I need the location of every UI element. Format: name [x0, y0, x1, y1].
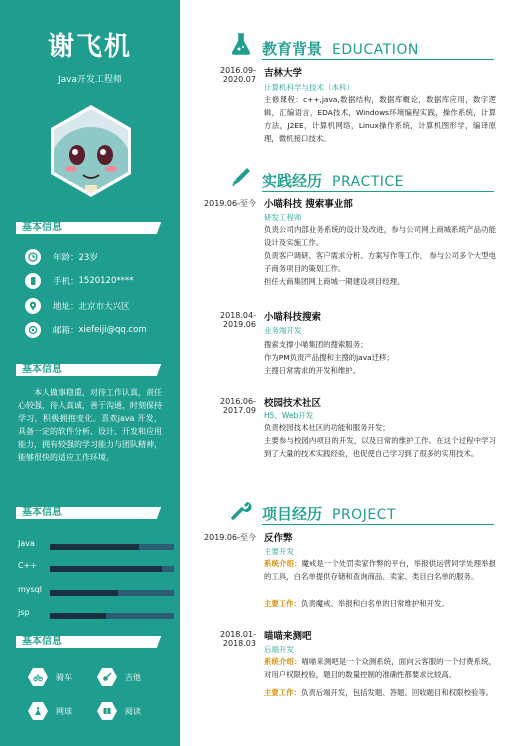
info-address [25, 298, 130, 314]
project-date: 2019.06-至今 [204, 533, 256, 542]
project-work [264, 686, 496, 699]
address-label: 地址： [53, 302, 79, 312]
flask-icon [230, 32, 252, 56]
project-intro [264, 655, 496, 681]
practice-desc [264, 223, 496, 288]
courses: 主修课程：c++,java,数据结构，数据库概论，数据库应用，数字逻辑，汇编语言，EDA技术，Windows环境编程实践，操作系统，计算方法，J2EE，计算机网络，Linux操作系统，计算机图形学，编译原理，微机接口技术。 [264, 95, 496, 143]
practice-title-en: PRACTICE [332, 174, 405, 190]
hobby-tennis [28, 702, 72, 720]
practice-line: 负责客户调研、客户需求分析、方案写作等工作， 参与公司多个大型电子商务项目的策划工作。 [264, 251, 496, 273]
skill-track [50, 613, 174, 619]
project-intro-text: 喵喵来测吧是一个众测系统，面向云客服的一个付费系统，对用户权限校验，题目的数量控制的准确性都要求比较高。 [264, 657, 496, 679]
skill-label: Java [18, 539, 35, 548]
practice-date: 2018.04-2019.06 [220, 311, 256, 329]
email-value: xiefeiji@qq.com [78, 325, 147, 335]
project-role: 后端开发 [264, 645, 294, 654]
project-intro-text: 魔戒是一个处罚卖家作弊的平台，举报供运营同学处理举报的工具，白名单提供存储和查询商品、卖家、类目白名单的服务。 [264, 559, 496, 581]
wrench-icon [230, 497, 252, 521]
skill-level-bar [50, 544, 139, 550]
project-work [264, 597, 496, 610]
age-label: 年龄： [53, 253, 79, 263]
main-content [180, 0, 527, 746]
education-heading [262, 38, 419, 59]
sidebar [0, 0, 180, 746]
practice-org: 校园技术社区 [264, 398, 322, 409]
age-value: 23岁 [78, 253, 98, 263]
car-icon [28, 668, 48, 686]
project-work-text: 负责魔戒、举报和白名单的日常维护和开发。 [300, 599, 449, 608]
person-name: 谢飞机 [47, 32, 132, 62]
practice-role: 业务端开发 [264, 326, 302, 335]
project-title-en: PROJECT [332, 507, 397, 523]
address-value: 北京市大兴区 [78, 302, 130, 312]
job-title: Java开发工程师 [57, 75, 122, 85]
practice-line: 主搜日常需求的开发和维护。 [264, 366, 361, 375]
skill-jsp [18, 608, 158, 620]
skill-java [18, 539, 158, 551]
basic-info-header [16, 222, 156, 234]
project-work-label: 主要工作： [264, 688, 301, 697]
guitar-icon [97, 668, 117, 686]
avatar [43, 103, 139, 199]
project-intro-label: 系统介绍： [264, 657, 302, 666]
project-divider [262, 524, 494, 525]
info-email [25, 322, 147, 338]
practice-role: H5、Web开发 [264, 411, 314, 420]
hobby-guitar [97, 668, 141, 686]
skills-header [16, 507, 156, 519]
intro-title: 基本信息 [22, 364, 62, 375]
skill-track [50, 544, 174, 550]
practice-line: 主要参与校园内项目的开发，以及日常的维护工作。在这个过程中学习到了大量的技术实践经验，也促使自己学习到了很多的实用技术。 [264, 436, 496, 458]
hobbies-header [16, 636, 156, 648]
basic-info-title: 基本信息 [22, 222, 62, 233]
hobby-label: 阅读 [125, 706, 141, 716]
hobby-label: 网球 [56, 706, 72, 716]
practice-org: 小喵科技 搜索事业部 [264, 199, 353, 210]
project-name: 喵喵来测吧 [264, 631, 312, 642]
pen-icon [230, 164, 252, 188]
project-role: 主要开发 [264, 547, 294, 556]
clock-icon [25, 249, 41, 265]
book-icon [97, 702, 117, 720]
phone-icon [25, 273, 41, 289]
school-name: 吉林大学 [264, 68, 303, 79]
email-label: 邮箱： [53, 326, 79, 336]
practice-role: 研发工程师 [264, 213, 302, 222]
practice-date: 2019.06-至今 [204, 199, 256, 208]
hobby-reading [97, 702, 141, 720]
skill-label: C++ [18, 561, 37, 570]
skill-cpp [18, 561, 158, 573]
phone-label: 手机： [53, 277, 79, 287]
major: 计算机科学与技术（本科） [264, 83, 354, 92]
project-name: 反作弊 [264, 533, 293, 544]
practice-org: 小喵科技搜索 [264, 312, 322, 323]
practice-line: 作为PM负责产品搜和主搜的java迁移； [264, 353, 394, 362]
skill-level-bar [50, 613, 106, 619]
skill-track [50, 590, 174, 596]
practice-heading [262, 170, 404, 191]
basketball-icon [28, 702, 48, 720]
skill-track [50, 566, 174, 572]
hobby-label: 骑车 [56, 672, 72, 682]
project-heading [262, 503, 396, 524]
practice-line: 搜索支撑小喵集团的搜索服务； [264, 340, 368, 349]
education-date: 2016.09-2020.07 [220, 66, 256, 84]
skills-title: 基本信息 [22, 507, 62, 518]
practice-desc [264, 338, 496, 377]
project-intro [264, 557, 496, 583]
practice-title-cn: 实践经历 [262, 172, 323, 190]
location-icon [25, 298, 41, 314]
phone-value: 1520120**** [78, 276, 134, 286]
hobby-cycling [28, 668, 72, 686]
education-title-en: EDUCATION [332, 42, 419, 58]
project-work-label: 主要工作： [264, 599, 301, 608]
practice-divider [262, 191, 494, 192]
mail-icon [25, 322, 41, 338]
project-intro-label: 系统介绍： [264, 559, 302, 568]
practice-line: 负责校园技术社区的功能和服务开发； [264, 423, 390, 432]
practice-line: 担任大商集团网上商城一期建设项目经理。 [264, 277, 405, 286]
info-age [25, 249, 98, 265]
practice-desc [264, 421, 496, 460]
practice-date: 2016.06-2017.09 [220, 397, 256, 415]
project-date: 2018.01-2018.03 [220, 630, 256, 648]
skill-level-bar [50, 566, 162, 572]
skill-label: mysql [18, 585, 42, 594]
hobby-label: 吉他 [125, 672, 141, 682]
education-title-cn: 教育背景 [262, 40, 323, 58]
skill-label: jsp [18, 608, 30, 617]
skill-mysql [18, 585, 158, 597]
intro-header [16, 364, 156, 376]
self-intro: 本人做事稳重，对待工作认真，责任心较强，待人真诚，善于沟通，时刻保持学习，积极拥抱变化。喜欢java 开发，具备一定的软件分析、设计、开发和应用能力，拥有较强的学习能力与团队精神，能够很快的适应工作环境。 [18, 388, 162, 462]
practice-line: 负责公司内部业务系统的设计及改进，参与公司网上商城系统产品功能设计及实施工作。 [264, 225, 496, 247]
hobbies-title: 基本信息 [22, 636, 62, 647]
skill-level-bar [50, 590, 118, 596]
project-work-text: 负责后端开发，包括发题、答题、回收题目和权限校验等。 [300, 688, 494, 697]
project-title-cn: 项目经历 [262, 505, 323, 523]
education-divider [262, 59, 494, 60]
info-phone [25, 273, 133, 289]
